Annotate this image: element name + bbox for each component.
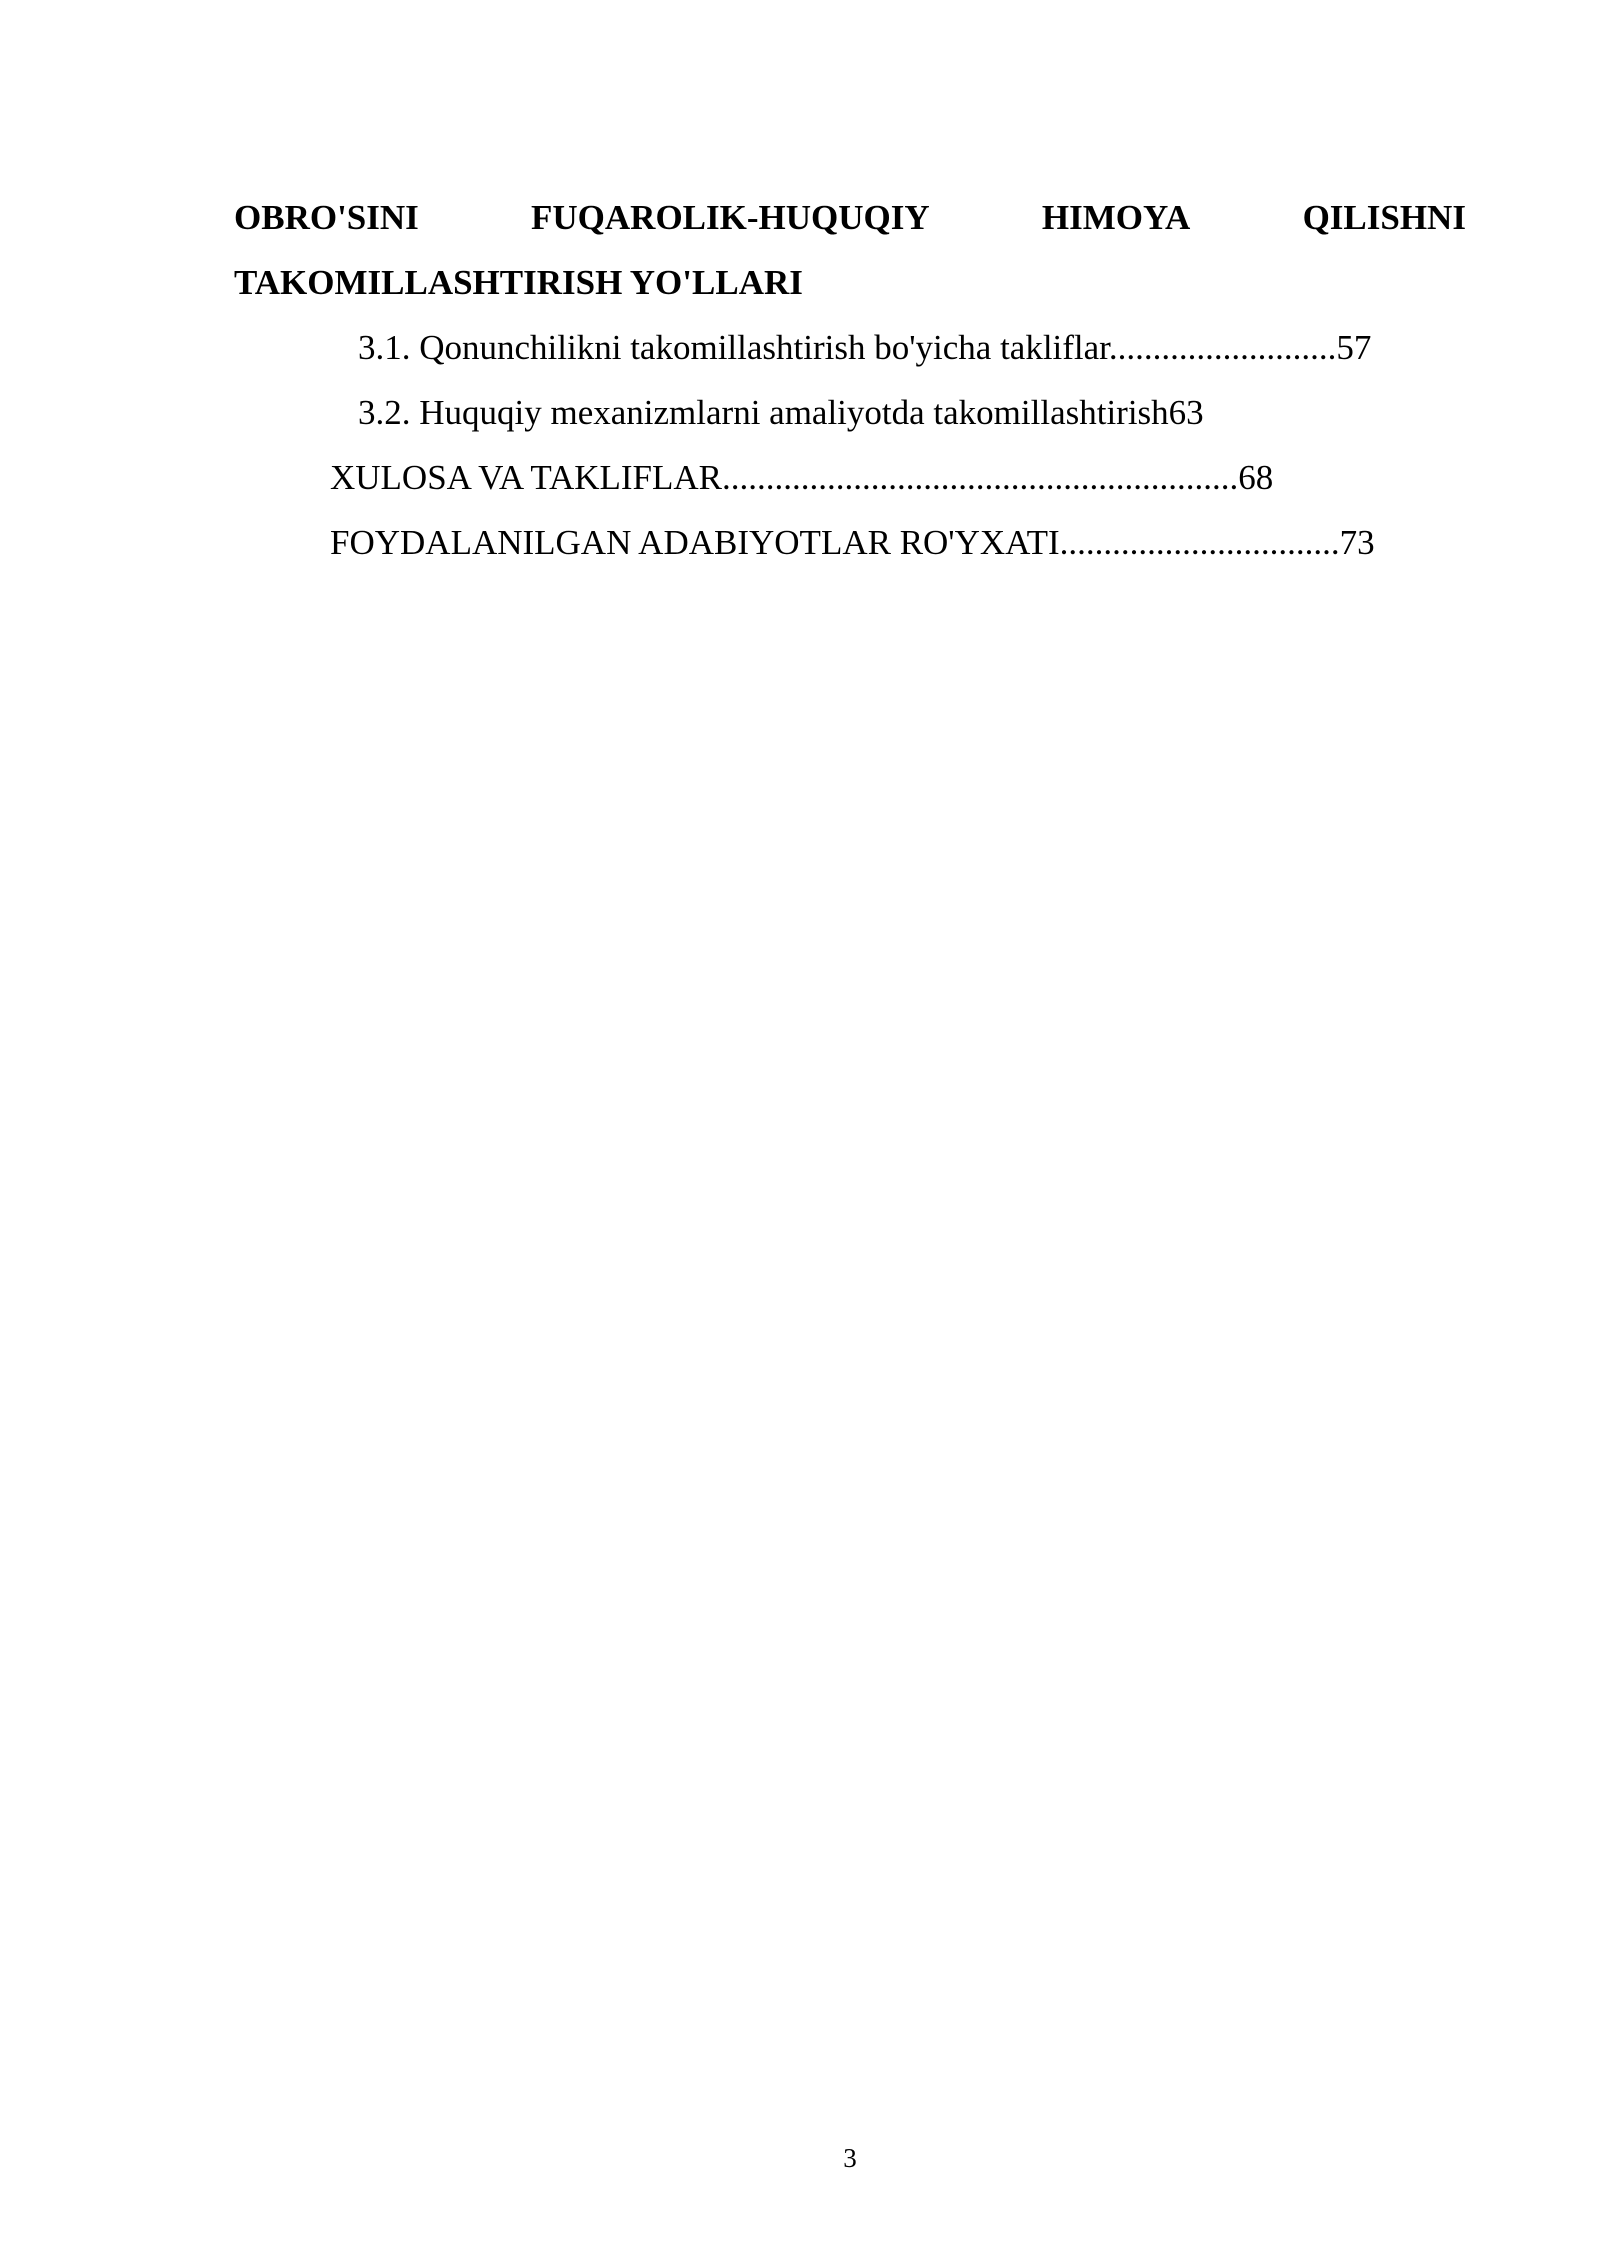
heading-word: QILISHNI <box>1302 198 1466 237</box>
chapter-heading-line-2: TAKOMILLASHTIRISH YO'LLARI <box>234 263 803 302</box>
toc-entry-bibliography: FOYDALANILGAN ADABIYOTLAR RO'YXATI................................73 <box>330 523 1375 562</box>
toc-entry-conclusion: XULOSA VA TAKLIFLAR...........................................................68 <box>330 458 1274 497</box>
heading-word: HIMOYA <box>1041 198 1191 237</box>
heading-word: OBRO'SINI <box>234 198 419 237</box>
heading-word: FUQAROLIK-HUQUQIY <box>531 198 930 237</box>
chapter-heading-line-1 <box>234 185 1466 250</box>
page-number: 3 <box>843 2143 857 2173</box>
toc-entry-3-1: 3.1. Qonunchilikni takomillashtirish bo'yicha takliflar..........................57 <box>358 328 1372 367</box>
toc-entry-3-2: 3.2. Huquqiy mexanizmlarni amaliyotda takomillashtirish63 <box>358 393 1204 432</box>
